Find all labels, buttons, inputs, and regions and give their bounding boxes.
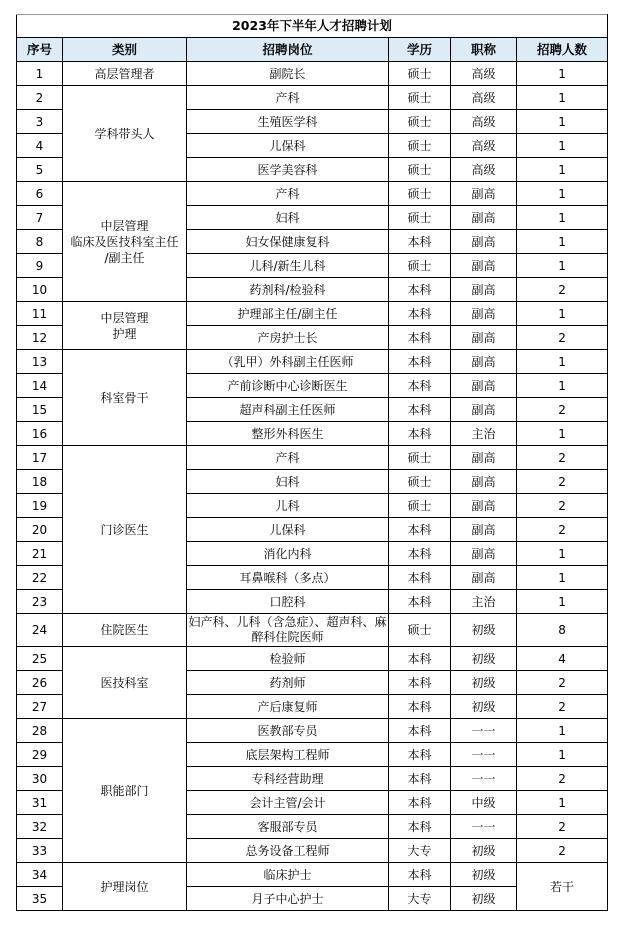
title-cell: 副高 (451, 398, 517, 422)
education-cell: 硕士 (389, 206, 451, 230)
row-number: 31 (17, 791, 63, 815)
position-cell: 整形外科医生 (187, 422, 389, 446)
title-cell: 副高 (451, 566, 517, 590)
education-cell: 本科 (389, 422, 451, 446)
education-cell: 硕士 (389, 614, 451, 647)
row-number: 3 (17, 110, 63, 134)
category-cell: 门诊医生 (63, 446, 187, 614)
row-number: 22 (17, 566, 63, 590)
position-cell: 妇科 (187, 206, 389, 230)
count-cell: 1 (517, 110, 608, 134)
row-number: 19 (17, 494, 63, 518)
title-cell: 高级 (451, 62, 517, 86)
row-number: 33 (17, 839, 63, 863)
education-cell: 硕士 (389, 254, 451, 278)
row-number: 32 (17, 815, 63, 839)
position-cell: 消化内科 (187, 542, 389, 566)
count-cell: 2 (517, 446, 608, 470)
education-cell: 本科 (389, 398, 451, 422)
row-number: 7 (17, 206, 63, 230)
education-cell: 本科 (389, 791, 451, 815)
position-cell: 妇产科、儿科（含急症）、超声科、麻醉科住院医师 (187, 614, 389, 647)
table-row (17, 719, 608, 743)
count-cell: 1 (517, 86, 608, 110)
row-number: 20 (17, 518, 63, 542)
count-cell: 1 (517, 791, 608, 815)
count-cell: 2 (517, 518, 608, 542)
education-cell: 本科 (389, 350, 451, 374)
row-number: 15 (17, 398, 63, 422)
education-cell: 本科 (389, 542, 451, 566)
count-cell: 2 (517, 767, 608, 791)
education-cell: 本科 (389, 518, 451, 542)
position-cell: 产科 (187, 86, 389, 110)
row-number: 11 (17, 302, 63, 326)
education-cell: 本科 (389, 566, 451, 590)
title-cell: 副高 (451, 494, 517, 518)
count-cell: 2 (517, 671, 608, 695)
count-cell: 2 (517, 326, 608, 350)
table-row (17, 62, 608, 86)
position-cell: 产科 (187, 182, 389, 206)
education-cell: 本科 (389, 230, 451, 254)
position-cell: 产后康复师 (187, 695, 389, 719)
title-cell: 副高 (451, 278, 517, 302)
title-cell: 副高 (451, 518, 517, 542)
row-number: 8 (17, 230, 63, 254)
title-cell: 主治 (451, 590, 517, 614)
count-cell: 1 (517, 302, 608, 326)
table-row (17, 350, 608, 374)
title-cell: 副高 (451, 542, 517, 566)
title-cell: 副高 (451, 230, 517, 254)
title-cell: 副高 (451, 350, 517, 374)
header-title: 职称 (451, 38, 517, 62)
category-cell: 职能部门 (63, 719, 187, 863)
count-cell: 1 (517, 254, 608, 278)
position-cell: 客服部专员 (187, 815, 389, 839)
education-cell: 本科 (389, 719, 451, 743)
position-cell: 医学美容科 (187, 158, 389, 182)
title-cell: 副高 (451, 470, 517, 494)
count-cell: 1 (517, 719, 608, 743)
position-cell: 儿保科 (187, 134, 389, 158)
table-row (17, 446, 608, 470)
count-cell: 2 (517, 695, 608, 719)
title-cell: 初级 (451, 839, 517, 863)
count-cell: 2 (517, 278, 608, 302)
table-title: 2023年下半年人才招聘计划 (17, 15, 608, 38)
education-cell: 大专 (389, 839, 451, 863)
count-cell: 1 (517, 743, 608, 767)
position-cell: 医教部专员 (187, 719, 389, 743)
position-cell: 妇女保健康复科 (187, 230, 389, 254)
header-education: 学历 (389, 38, 451, 62)
table-row (17, 614, 608, 647)
header-position: 招聘岗位 (187, 38, 389, 62)
table-row (17, 86, 608, 110)
position-cell: 生殖医学科 (187, 110, 389, 134)
row-number: 2 (17, 86, 63, 110)
position-cell: 耳鼻喉科（多点） (187, 566, 389, 590)
table-row (17, 182, 608, 206)
title-cell: 高级 (451, 110, 517, 134)
title-cell: 副高 (451, 302, 517, 326)
count-cell: 1 (517, 422, 608, 446)
education-cell: 本科 (389, 815, 451, 839)
row-number: 29 (17, 743, 63, 767)
row-number: 21 (17, 542, 63, 566)
row-number: 17 (17, 446, 63, 470)
position-cell: 总务设备工程师 (187, 839, 389, 863)
education-cell: 硕士 (389, 446, 451, 470)
education-cell: 本科 (389, 278, 451, 302)
title-cell: 高级 (451, 86, 517, 110)
category-cell: 住院医生 (63, 614, 187, 647)
title-cell: 副高 (451, 446, 517, 470)
position-cell: 专科经营助理 (187, 767, 389, 791)
category-cell: 学科带头人 (63, 86, 187, 182)
title-cell: 初级 (451, 695, 517, 719)
count-cell: 1 (517, 374, 608, 398)
category-cell: 高层管理者 (63, 62, 187, 86)
table-row (17, 302, 608, 326)
row-number: 30 (17, 767, 63, 791)
education-cell: 硕士 (389, 134, 451, 158)
position-cell: 护理部主任/副主任 (187, 302, 389, 326)
education-cell: 硕士 (389, 86, 451, 110)
position-cell: 妇科 (187, 470, 389, 494)
education-cell: 硕士 (389, 182, 451, 206)
header-count: 招聘人数 (517, 38, 608, 62)
row-number: 26 (17, 671, 63, 695)
count-cell: 2 (517, 815, 608, 839)
title-cell: 副高 (451, 206, 517, 230)
row-number: 6 (17, 182, 63, 206)
title-cell: 一一 (451, 719, 517, 743)
position-cell: 药剂科/检验科 (187, 278, 389, 302)
row-number: 34 (17, 863, 63, 887)
count-cell: 8 (517, 614, 608, 647)
title-cell: 高级 (451, 158, 517, 182)
category-cell: 中层管理 护理 (63, 302, 187, 350)
count-cell: 1 (517, 134, 608, 158)
count-cell: 1 (517, 350, 608, 374)
header-row (17, 38, 608, 62)
position-cell: 儿科/新生儿科 (187, 254, 389, 278)
count-cell: 4 (517, 647, 608, 671)
position-cell: 儿保科 (187, 518, 389, 542)
row-number: 24 (17, 614, 63, 647)
count-cell: 2 (517, 398, 608, 422)
position-cell: 临床护士 (187, 863, 389, 887)
row-number: 27 (17, 695, 63, 719)
row-number: 16 (17, 422, 63, 446)
title-cell: 初级 (451, 863, 517, 887)
count-cell: 2 (517, 494, 608, 518)
position-cell: 产房护士长 (187, 326, 389, 350)
count-cell: 1 (517, 566, 608, 590)
row-number: 13 (17, 350, 63, 374)
category-cell: 护理岗位 (63, 863, 187, 911)
row-number: 9 (17, 254, 63, 278)
education-cell: 硕士 (389, 110, 451, 134)
table-row (17, 863, 608, 887)
count-cell: 1 (517, 542, 608, 566)
position-cell: 月子中心护士 (187, 887, 389, 911)
row-number: 35 (17, 887, 63, 911)
row-number: 14 (17, 374, 63, 398)
count-cell: 1 (517, 206, 608, 230)
education-cell: 本科 (389, 326, 451, 350)
title-cell: 主治 (451, 422, 517, 446)
count-cell: 2 (517, 470, 608, 494)
header-no: 序号 (17, 38, 63, 62)
header-category: 类别 (63, 38, 187, 62)
title-cell: 初级 (451, 614, 517, 647)
education-cell: 硕士 (389, 158, 451, 182)
row-number: 25 (17, 647, 63, 671)
education-cell: 本科 (389, 671, 451, 695)
position-cell: 检验师 (187, 647, 389, 671)
education-cell: 大专 (389, 887, 451, 911)
recruitment-table (16, 14, 608, 911)
count-cell: 1 (517, 590, 608, 614)
title-cell: 一一 (451, 767, 517, 791)
row-number: 10 (17, 278, 63, 302)
education-cell: 本科 (389, 374, 451, 398)
row-number: 12 (17, 326, 63, 350)
title-cell: 副高 (451, 326, 517, 350)
title-cell: 副高 (451, 254, 517, 278)
row-number: 4 (17, 134, 63, 158)
education-cell: 本科 (389, 302, 451, 326)
title-cell: 一一 (451, 815, 517, 839)
title-cell: 中级 (451, 791, 517, 815)
row-number: 1 (17, 62, 63, 86)
title-cell: 一一 (451, 743, 517, 767)
position-cell: 口腔科 (187, 590, 389, 614)
education-cell: 本科 (389, 863, 451, 887)
education-cell: 本科 (389, 590, 451, 614)
category-cell: 医技科室 (63, 647, 187, 719)
row-number: 5 (17, 158, 63, 182)
position-cell: 超声科副主任医师 (187, 398, 389, 422)
education-cell: 硕士 (389, 470, 451, 494)
position-cell: 会计主管/会计 (187, 791, 389, 815)
title-cell: 副高 (451, 374, 517, 398)
row-number: 18 (17, 470, 63, 494)
title-cell: 初级 (451, 647, 517, 671)
education-cell: 硕士 (389, 62, 451, 86)
education-cell: 本科 (389, 767, 451, 791)
education-cell: 硕士 (389, 494, 451, 518)
row-number: 23 (17, 590, 63, 614)
count-cell: 1 (517, 158, 608, 182)
education-cell: 本科 (389, 695, 451, 719)
count-cell: 2 (517, 839, 608, 863)
position-cell: 产前诊断中心诊断医生 (187, 374, 389, 398)
position-cell: 底层架构工程师 (187, 743, 389, 767)
position-cell: 药剂师 (187, 671, 389, 695)
row-number: 28 (17, 719, 63, 743)
title-cell: 初级 (451, 671, 517, 695)
position-cell: （乳甲）外科副主任医师 (187, 350, 389, 374)
count-cell: 1 (517, 182, 608, 206)
title-cell: 初级 (451, 887, 517, 911)
count-cell: 1 (517, 62, 608, 86)
position-cell: 副院长 (187, 62, 389, 86)
count-cell: 若干 (517, 863, 608, 911)
title-cell: 高级 (451, 134, 517, 158)
education-cell: 本科 (389, 647, 451, 671)
position-cell: 儿科 (187, 494, 389, 518)
count-cell: 1 (517, 230, 608, 254)
education-cell: 本科 (389, 743, 451, 767)
position-cell: 产科 (187, 446, 389, 470)
title-cell: 副高 (451, 182, 517, 206)
table-row (17, 647, 608, 671)
category-cell: 中层管理 临床及医技科室主任 /副主任 (63, 182, 187, 302)
category-cell: 科室骨干 (63, 350, 187, 446)
